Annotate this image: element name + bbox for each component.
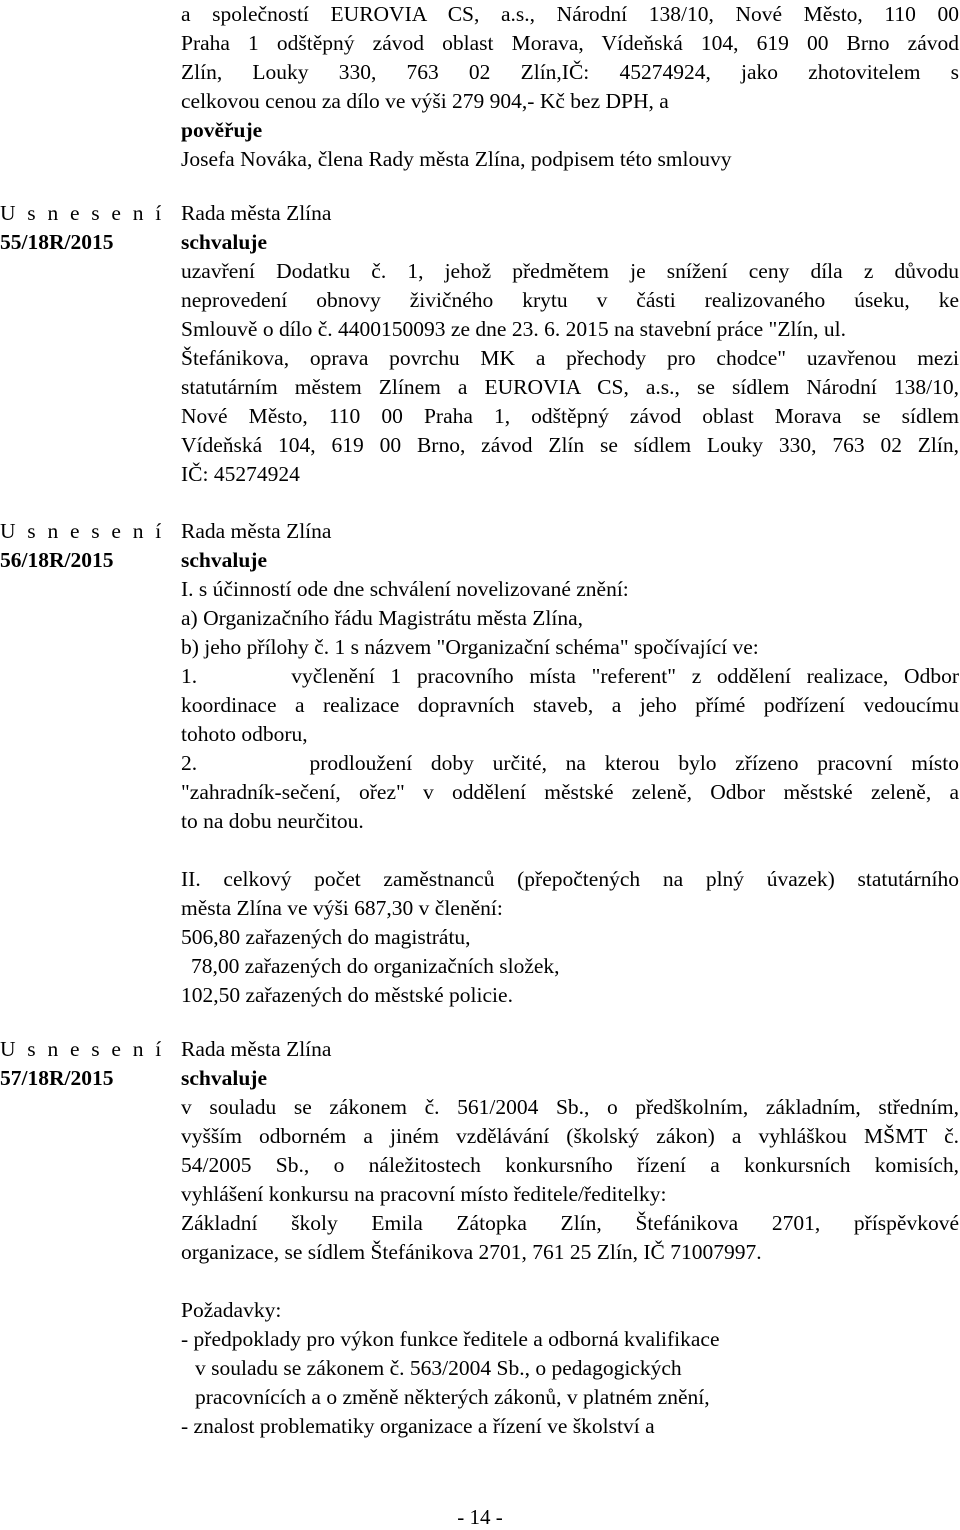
text-line: 506,80 zařazených do magistrátu, [181, 925, 471, 949]
text-line: koordinace a realizace dopravních staveb, a jeho přímé podřízení vedoucímu [181, 693, 959, 717]
requirement-line: v souladu se zákonem č. 563/2004 Sb., o pedagogických [195, 1356, 682, 1380]
item-number: 1. [181, 664, 198, 688]
requirements-title: Požadavky: [181, 1298, 282, 1322]
text-line: celkovou cenou za dílo ve výši 279 904,- Kč bez DPH, a [181, 89, 669, 113]
text-line: organizace, se sídlem Štefánikova 2701, 761 25 Zlín, IČ 71007997. [181, 1240, 762, 1264]
item-text: vyčlenění 1 pracovního místa "referent" z oddělení realizace, Odbor [291, 664, 959, 688]
resolution-number: 56/18R/2015 [0, 548, 114, 572]
resolution-number: 55/18R/2015 [0, 230, 114, 254]
text-line: I. s účinností ode dne schválení novelizované znění: [181, 577, 629, 601]
resolution-label-55 [0, 199, 175, 257]
text-line: b) jeho přílohy č. 1 s názvem "Organizační schéma" spočívající ve: [181, 635, 759, 659]
text-line: v souladu se zákonem č. 561/2004 Sb., o předškolním, základním, středním, [181, 1095, 959, 1119]
requirement-line: - předpoklady pro výkon funkce ředitele a odborná kvalifikace [181, 1327, 720, 1351]
list-item [181, 662, 959, 691]
resolution-label-57 [0, 1035, 175, 1093]
text-line: to na dobu neurčitou. [181, 809, 364, 833]
resolution-heading: U s n e s e n í [0, 519, 165, 543]
text-line: vyhlášení konkursu na pracovní místo ředitele/ředitelky: [181, 1182, 667, 1206]
item-number: 2. [181, 751, 198, 775]
resolution-heading: U s n e s e n í [0, 1037, 165, 1061]
text-line: "zahradník-sečení, ořez" v oddělení městské zeleně, Odbor městské zeleně, a [181, 780, 959, 804]
text-line: 54/2005 Sb., o náležitostech konkursního řízení a konkursních komisích, [181, 1153, 959, 1177]
text-line: Štefánikova, oprava povrchu MK a přechody pro chodce" uzavřenou mezi [181, 346, 959, 370]
text-line: 102,50 zařazených do městské policie. [181, 983, 513, 1007]
resolution-body-57 [181, 1035, 959, 1441]
text-line: vyšším odborném a jiném vzdělávání (školský zákon) a vyhláškou MŠMT č. [181, 1124, 959, 1148]
resolution-heading: U s n e s e n í [0, 201, 165, 225]
requirement-line: - znalost problematiky organizace a řízení ve školství a [181, 1414, 655, 1438]
text-line: II. celkový počet zaměstnanců (přepočtených na plný úvazek) statutárního [181, 867, 959, 891]
paragraph-gap [181, 836, 959, 865]
verb-schvaluje: schvaluje [181, 1066, 267, 1090]
page-number: - 14 - [457, 1505, 503, 1529]
text-line: uzavření Dodatku č. 1, jehož předmětem je snížení ceny díla z důvodu [181, 259, 959, 283]
text-line: Nové Město, 110 00 Praha 1, odštěpný závod oblast Morava se sídlem [181, 404, 959, 428]
text-line: a společností EUROVIA CS, a.s., Národní 138/10, Nové Město, 110 00 [181, 2, 959, 26]
text-line: 78,00 zařazených do organizačních složek, [191, 954, 560, 978]
text-line: IČ: 45274924 [181, 462, 300, 486]
text-line: statutárním městem Zlínem a EUROVIA CS, a.s., se sídlem Národní 138/10, [181, 375, 959, 399]
text-line: Základní školy Emila Zátopka Zlín, Štefánikova 2701, příspěvkové [181, 1211, 959, 1235]
list-item [181, 749, 959, 778]
resolution-body-56 [181, 517, 959, 1010]
requirement-line: pracovnících a o změně některých zákonů, v platném znění, [195, 1385, 710, 1409]
item-text: prodloužení doby určité, na kterou bylo zřízeno pracovní místo [309, 751, 959, 775]
text-line: Smlouvě o dílo č. 4400150093 ze dne 23. 6. 2015 na stavební práce "Zlín, ul. [181, 317, 846, 341]
text-line: Zlín, Louky 330, 763 02 Zlín,IČ: 45274924, jako zhotovitelem s [181, 60, 959, 84]
text-line: a) Organizačního řádu Magistrátu města Zlína, [181, 606, 583, 630]
text-line: Praha 1 odštěpný závod oblast Morava, Vídeňská 104, 619 00 Brno závod [181, 31, 959, 55]
council-name: Rada města Zlína [181, 201, 332, 225]
paragraph-gap [181, 1267, 959, 1296]
verb-schvaluje: schvaluje [181, 230, 267, 254]
council-name: Rada města Zlína [181, 519, 332, 543]
text-line: tohoto odboru, [181, 722, 308, 746]
text-line: města Zlína ve výši 687,30 v členění: [181, 896, 503, 920]
resolution-number: 57/18R/2015 [0, 1066, 114, 1090]
text-line: Josefa Nováka, člena Rady města Zlína, podpisem této smlouvy [181, 147, 732, 171]
text-line: Vídeňská 104, 619 00 Brno, závod Zlín se sídlem Louky 330, 763 02 Zlín, [181, 433, 959, 457]
verb-schvaluje: schvaluje [181, 548, 267, 572]
verb-poveruje: pověřuje [181, 118, 263, 142]
resolution-label-56 [0, 517, 175, 575]
council-name: Rada města Zlína [181, 1037, 332, 1061]
top-continuation-block [181, 0, 959, 174]
text-line: neprovedení obnovy živičného krytu v části realizovaného úseku, ke [181, 288, 959, 312]
resolution-body-55 [181, 199, 959, 489]
